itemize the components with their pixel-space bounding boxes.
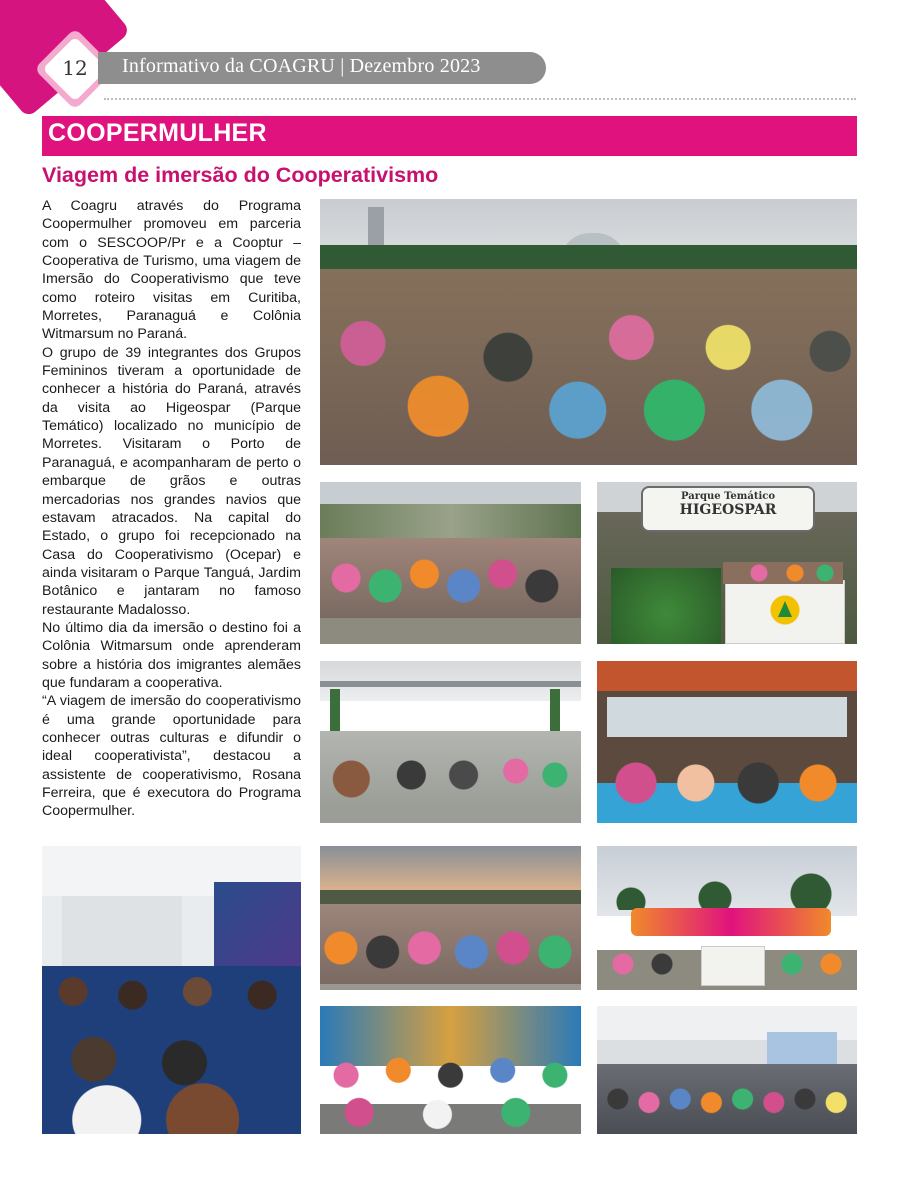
header-divider bbox=[104, 98, 856, 100]
photo-city-sign-group bbox=[597, 846, 857, 990]
article-paragraph: No último dia da imersão o destino foi a Colônia Witmarsum onde aprenderam sobre a história dos imigrantes alemães que fundaram a cooperativa. bbox=[42, 619, 301, 691]
higeospar-sign-subtitle: Parque Temático bbox=[681, 491, 775, 502]
higeospar-sign-name: HIGEOSPAR bbox=[679, 502, 777, 518]
photo-indoor-group bbox=[597, 1006, 857, 1134]
photo-viewpoint-group bbox=[320, 846, 581, 990]
photo-botanical-garden-group bbox=[320, 199, 857, 465]
article-title: Viagem de imersão do Cooperativismo bbox=[42, 163, 439, 187]
coagru-banner bbox=[725, 580, 845, 644]
higeospar-sign bbox=[641, 486, 815, 532]
photo-higeospar-park bbox=[597, 482, 857, 644]
page-number: 12 bbox=[62, 56, 88, 80]
article-body bbox=[42, 197, 301, 821]
photo-port-hall bbox=[320, 661, 581, 823]
section-title: COOPERMULHER bbox=[48, 119, 267, 147]
photo-boat-trip bbox=[597, 661, 857, 823]
photo-mural-group bbox=[320, 1006, 581, 1134]
publication-title: Informativo da COAGRU | Dezembro 2023 bbox=[122, 55, 481, 77]
photo-ocepar-auditorium bbox=[42, 846, 301, 1134]
photo-morretes-group bbox=[320, 482, 581, 644]
article-paragraph: “A viagem de imersão do cooperativismo é uma grande oportunidade para conhecer outras culturas e difundir o ideal cooperativista”, destacou a assistente de cooperativismo, Rosana Ferreira, que é executora do Programa Coopermulher. bbox=[42, 693, 301, 820]
article-paragraph: O grupo de 39 integrantes dos Grupos Femininos tiveram a oportunidade de conhecer a história do Paraná, através da visita ao Higeospar (Parque Temático) localizado no município de Morretes. Visitaram o Porto de Paranaguá, e acompanharam de perto o embarque de grãos e outras mercadorias nos grandes navios que estavam atracados. Na capital do Estado, o grupo foi recepcionado na Casa do Cooperativismo (Ocepar) e ainda visitaram o Parque Tanguá, Jardim Botânico e jantaram no famoso restaurante Madalosso. bbox=[42, 344, 301, 618]
article-paragraph: A Coagru através do Programa Coopermulher promoveu em parceria com o SESCOOP/Pr e a Cooptur – Cooperativa de Turismo, uma viagem de Imersão do Cooperativismo que teve como roteiro visitas em Curitiba, Morretes, Paranaguá e Colônia Witmarsum no Paraná. bbox=[42, 198, 301, 343]
